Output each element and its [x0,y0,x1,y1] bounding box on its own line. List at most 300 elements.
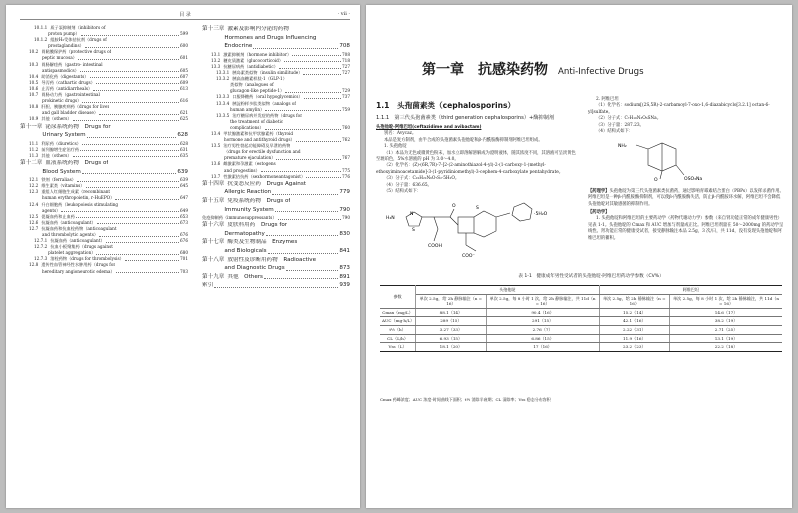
toc-entry-page: 762 [342,137,350,143]
toc-dot-leader [272,194,338,195]
toc-entry [202,26,350,34]
toc-entry-number: 12.2 [29,183,39,189]
toc-entry-number: 12.7.1 [34,238,48,244]
toc-entry-title: proton pump） [48,31,80,37]
table-caption: 表 1-1 健康成年男性受试者的头孢他啶-阿维巴坦药动学参数（CV%） [518,274,664,279]
value-cell: 291（15） [486,317,599,326]
toc-entry [202,222,350,230]
pharmacology-label: 【药理学】 [588,188,610,194]
toc-entry-title: premature ejaculation） [224,155,276,161]
toc-entry-title: 胃肠动力药（gastrointestinal [41,92,100,98]
toc-entry-page: 790 [342,215,350,221]
toc-dot-leader [77,181,179,182]
toc-entry-title: prostaglandins） [48,43,84,49]
toc-entry-number: 10.3 [29,61,39,67]
drug-paragraph: （2）化学名：(Z)-(6R,7R)-7-[2-(2-aminothiazol-4-yl)-2-(1-carboxy-1-)methyl-ethoxyiminoacetamide]-3-(1-pyridiniomethyl)-3-cephem-4-carboxylate pentahydrate。 [376,163,564,175]
group-header-avibactam: 阿维巴坦 [599,286,782,295]
avi-label-nh2: NH₂ [618,144,627,150]
value-cell: 23.2（23） [599,343,670,352]
toc-entry-title: 止泻药（antidiarrheals） [41,85,93,91]
header-title: 目 录 [179,12,191,18]
avibactam-paragraphs [588,97,784,135]
toc-entry-title: human amylin） [230,106,265,112]
toc-dot-leader [80,71,179,72]
toc-entry-title: 免疫系统药物 Drugs of [227,197,291,204]
col-header: 单次 2.5g，每 8 小时 1 次，给 2h 静脉输注，共 11d（n = 16） [670,294,782,308]
toc-entry-title: and gall bladder disease） [42,110,99,116]
toc-entry-page: 653 [180,213,188,219]
toc-entry [202,198,350,206]
toc-entry-page: 727 [342,63,350,69]
value-cell: 14.6（17） [670,308,782,317]
toc-dot-leader [90,77,180,78]
toc-entry-page: 676 [180,232,188,237]
toc-dot-leader [115,199,179,200]
value-cell: 13.1（19） [670,334,782,343]
toc-dot-leader [106,242,179,243]
toc-entry-title: 抗糖尿病药（antidiabetic） [223,63,278,69]
toc-entry-title: 酶类及生物制品 Enzymes [227,239,298,246]
toc-entry-page: 841 [339,248,350,254]
toc-entry [20,116,188,122]
toc-entry-title: 肝胆、胰腺疾病药（drugs for liver [41,104,110,110]
toc-entry-title: 溶栓药物（drugs for thrombolysis） [50,256,124,262]
chem-label-s: S [412,228,415,234]
toc-page [6,5,360,508]
toc-entry-number: 12.1 [29,177,39,183]
ceftazidime-structure [376,195,571,265]
toc-entry-title: 免疫抑制药（immunosuppressants） [202,215,277,221]
toc-entry-title: 甲状腺激素和抗甲状腺素药（thyroid [223,131,294,136]
toc-dot-leader [99,236,179,237]
toc-entry-page: 673 [180,219,188,225]
toc-entry-number: 13.3.4 [216,100,230,106]
toc-dot-leader [279,68,341,69]
page-header [20,10,350,20]
toc-entry-number: 12.4 [29,201,39,207]
toc-dot-leader [116,272,179,273]
toc-dot-leader [265,129,341,130]
toc-entry-number: 13.3.5 [216,112,230,118]
chem-label-cooh: COOH [428,244,442,250]
toc-entry-number: 第十三章 [202,26,225,32]
toc-entry-number: 10.6 [29,85,39,91]
toc-dot-leader [285,92,341,93]
toc-entry-number: 10.2 [29,49,39,55]
toc-entry-number: 12.3 [29,189,39,195]
toc-dot-leader [264,278,338,279]
value-cell: 2.76（7） [486,325,599,334]
toc-entry-title: Urinary System [20,132,86,139]
table-row [380,317,782,326]
toc-entry-page: 601 [180,55,188,61]
toc-dot-leader [96,83,179,84]
toc-entry-title: 其他（others） [41,116,72,122]
drug-paragraphs [376,131,576,195]
toc-entry [202,189,350,197]
toc-dot-leader [82,173,177,174]
toc-entry-number: 第十四章 [202,180,225,187]
toc-entry-page: 628 [177,132,188,139]
toc-entry-page: 680 [180,250,188,256]
toc-dot-leader [268,253,339,254]
toc-entry-title: 激素抑制剂（hormone inhibitor） [223,51,292,57]
toc-dot-leader [87,137,177,138]
pharmacology-text: 头孢他啶为第三代头孢菌素类抗菌药，通过影响青霉素结合蛋白（PBPs）以发挥杀菌作用。阿维巴坦是一种β-内酰胺酶抑制剂，可以使β-内酰胺酶失活，防止β-内酰胺环水解，阿维巴坦不会降低头孢他啶对其敏感菌的抑制作用。 [588,188,784,207]
toc-entry-number: 12.5 [29,213,39,219]
toc-entry-page: 625 [180,116,188,122]
toc-entry-title: 抗血小板聚集药（drugs against [50,244,113,250]
toc-entry-page: 727 [342,70,350,76]
toc-entry [20,153,188,159]
toc-dot-leader [286,270,339,271]
toc-entry-title: 前列腺增生症治疗药 [41,146,80,152]
toc-entry-page: 776 [342,173,350,179]
toc-dot-leader [304,98,341,99]
toc-entry-number: 第十九章 [202,273,225,280]
value-cell: 3.27（33） [416,325,487,334]
toc-entry-number: 13.3.2 [216,76,230,82]
value-cell: 42.1（16） [599,317,670,326]
toc-entry-title: 促凝血药和止血药 [41,213,75,219]
toc-entry-title: and thrombolytic agents） [42,232,99,237]
toc-entry-title: 性激素拮抗药（sexhormoneantagonist） [223,173,306,179]
chem-label-h2n: H₂N [386,216,395,222]
header-page-number: · vii · [337,11,350,17]
toc-entry-title: complications） [230,124,264,130]
avibactam-structure [588,135,778,183]
toc-entry-title: 其他 Others [227,273,263,280]
toc-dot-leader [82,144,179,145]
toc-entry-page: 737 [342,94,350,100]
toc-entry-title: 其他（others） [41,152,72,158]
toc-dot-leader [82,102,179,103]
drug-paragraph: （1）本品为无色或微黄色粉末，加水立即溶解溶解成为澄明液体，随其浓度不同，其溶液可呈淡黄色至琥珀色，5%水溶液的 pH 为 3.0～4.0。 [376,150,576,163]
avi-label-o: O [654,178,658,184]
toc-entry-title: and Diagnostic Drugs [202,265,285,272]
toc-dot-leader [306,177,341,178]
param-cell: t½（h） [380,325,416,334]
toc-dot-leader [73,120,179,121]
toc-entry-number: 第十七章 [202,239,225,246]
toc-entry-page: 759 [342,106,350,112]
toc-dot-leader [296,141,341,142]
toc-entry-title: and Biologicals [202,248,267,254]
param-cell: Vss（L） [380,343,416,352]
toc-dot-leader [86,187,180,188]
toc-entry-title: 治疗糖尿病并发症的药物（drugs for [232,112,303,118]
drug-paragraph: （4）分子量：636.65。 [384,182,432,188]
toc-entry-number: 10.8 [29,104,39,110]
table-row [380,325,782,334]
drug-paragraph: （3）分子式：C₂₂H₂₂N₆O₇S₂·5H₂O。 [384,176,460,182]
toc-entry-title: 胰淀粉样多肽类似物（analogs of [232,100,296,106]
toc-entry-title: antispasmodics） [42,67,79,73]
toc-entry-page: 607 [180,73,188,79]
toc-entry-title: Immunity System [202,206,274,213]
toc-entry-number: 10.9 [29,116,39,122]
toc-entry-title: 雌激素和孕激素（estogens [223,161,276,167]
toc-entry-number: 第十八章 [202,256,225,263]
chem-label-n: N [410,212,414,218]
toc-entry-number: 13.3.3 [216,94,230,100]
toc-entry-number: 10.5 [29,79,39,85]
toc-entry-title: the treatment of diabetic [230,118,284,124]
toc-entry-number: 第十六章 [202,222,225,229]
toc-entry [202,43,350,51]
drug-paragraph: （5）结构式如下： [384,189,422,195]
toc-entry-title: 重组人红细胞生成素（recombinant [41,189,111,195]
toc-entry-title: Hormones and Drugs Influencing [202,34,317,41]
toc-dot-leader [76,217,179,218]
toc-entry-number: 10.1.1 [34,25,48,30]
avibactam-paragraph: 2. 阿维巴坦 [596,97,619,102]
toc-entry-page: 779 [339,189,350,196]
toc-entry-page: 599 [180,31,188,37]
toc-entry-page: 703 [180,268,188,274]
toc-entry-page: 628 [180,140,188,146]
drug-paragraph: 别名：Avycaz。 [384,131,417,137]
value-cell: 6.86（15） [486,334,599,343]
toc-entry-title: 治疗男性勃起功能障碍及早泄的药物 [223,143,291,149]
toc-entry-page: 647 [180,195,188,201]
toc-entry-title: prokinetic drugs） [42,98,82,104]
value-cell: 88.1（14） [416,308,487,317]
value-cell: 90.4（16） [486,308,599,317]
toc-entry-page: 775 [342,167,350,173]
toc-entry-number: 13.6 [211,161,221,167]
toc-entry-page: 609 [180,79,188,85]
toc-dot-leader [93,90,179,91]
drug-paragraph: 1. 头孢他啶 [384,144,407,150]
toc-entry-number: 12.7.2 [34,244,48,250]
toc-dot-leader [292,55,341,56]
section-title: 1.1 头孢菌素类（cephalosporins） [376,101,516,110]
toc-entry-page: 600 [180,43,188,49]
toc-dot-leader [96,254,179,255]
toc-entry-page: 639 [180,177,188,183]
toc-entry-title: 铁剂（ferralias） [41,177,76,183]
value-cell: 22.2（18） [670,343,782,352]
toc-entry-title: 利尿药（diuretics） [41,140,81,146]
toc-entry-title: peptic mucosa） [42,55,77,61]
toc-entry-number: 10.1.2 [34,37,48,43]
toc-dot-leader [278,219,341,220]
toc-entry [202,215,350,221]
toc-entry-page: 790 [339,206,350,213]
toc-entry-title: 激素及影响内分泌的药物 [227,26,289,32]
toc-entry-page: 635 [180,152,188,158]
chem-label-hydrate: ·5H₂O [534,212,548,218]
toc-entry-number: 13.2 [211,57,221,63]
toc-entry-title: 抗凝血药和抗血栓药物（anticoagulant [41,225,117,231]
toc-entry [20,124,188,132]
toc-entry-title: agents） [42,207,61,213]
toc-entry [202,265,350,273]
col-header: 单次 2.5g，每 8 小时 1 次，给 2h 静脉输注，共 11d（n = 16） [486,294,599,308]
pk-label: 【药动学】 [588,210,610,216]
toc-entry [202,274,350,282]
value-cell: 6.93（15） [416,334,487,343]
toc-entry [202,248,350,256]
value-cell: 15.2（14） [599,308,670,317]
toc-entry-page: 708 [339,43,350,50]
avibactam-paragraph: （1）化学名：sodium[(2S,5R)-2-carbamoyl-7-oxo-1,6-diazabicyclo[3.2.1] octan-6-yl]sulfate。 [588,103,770,115]
toc-entry-number: 10.4 [29,73,39,79]
toc-entry-page: 621 [180,110,188,116]
toc-dot-leader [78,59,179,60]
pk-table [380,285,782,352]
toc-entry [202,35,350,43]
toc-entry-number: 13.1 [211,51,221,57]
toc-dot-leader [275,211,339,212]
toc-entry-title: 皮肤科用药 Drugs for [227,222,288,229]
toc-entry [202,181,350,189]
toc-dot-leader [265,110,341,111]
toc-dot-leader [266,235,338,236]
toc-entry-title: human erythropoietin, r-HuEPO） [42,195,115,201]
toc-entry-title: 升白细胞药（leukopoiesis stimulating [41,201,119,207]
toc-entry-title: hereditary angioneurotic edema） [42,268,115,274]
drug-name: 头孢他啶-阿维巴坦(ceftazidime and avibactam) [376,125,482,130]
toc-entry-page: 729 [342,88,350,94]
toc-dot-leader [253,48,338,49]
toc-entry [202,174,350,180]
param-cell: Cmax（mg/L） [380,308,416,317]
toc-entry-title: Allergic Reaction [202,189,272,196]
toc-entry-number: 11.3 [29,152,39,158]
content-column-left [376,99,576,269]
toc-entry-number: 12.7 [29,225,39,231]
toc-entry-page: 631 [180,146,188,152]
toc-entry-number: 第十一章 [20,123,43,130]
toc-entry-number: 第十五章 [202,197,225,204]
toc-entry-page: 708 [342,51,350,57]
subsection-title: 1.1.1 第三代头孢菌素类（third generation cephalosporins）+酶抑制剂 [376,115,555,121]
toc-column-right [202,25,350,291]
toc-entry-page: 676 [180,238,188,244]
toc-entry-number: 13.5 [211,143,221,149]
toc-dot-leader [261,171,341,172]
toc-entry-number: 11.2 [29,146,39,152]
avibactam-paragraph: （2）分子式：C₇H₁₀N₃O₆SNa。 [596,116,662,122]
param-cell: AUC（mg·h/L） [380,317,416,326]
toc-entry-number: 13.3 [211,63,221,69]
param-header: 参数 [380,286,416,309]
toc-entry-page: 605 [180,67,188,73]
toc-entry-title: 糖皮质激素（glucocorticoid） [223,57,284,63]
toc-dot-leader [61,211,179,212]
avibactam-paragraph: （3）分子量：287.23。 [596,122,644,128]
toc-entry [20,169,188,177]
toc-dot-leader [303,74,341,75]
toc-dot-leader [85,47,179,48]
toc-entry-title: hormone and antithyroid drugs） [224,137,295,143]
chem-label-coo: COO⁻ [462,254,475,260]
avibactam-paragraph: （4）结构式如下： [596,129,634,135]
col-header: 单次 2.5g，给 2h 静脉输注（n = 16） [599,294,670,308]
toc-entry-number: 12.7.3 [34,256,48,262]
table-row [380,308,782,317]
toc-entry-number: 13.3.1 [216,70,230,76]
toc-entry-title: 胰岛素类似物（insulin similitude） [232,70,303,76]
toc-entry-title: 泌尿系统药物 Drugs for [45,123,111,130]
chapter-page [366,5,792,508]
toc-dot-leader [99,114,179,115]
toc-entry-title: 组胺H₂受体拮抗剂（drugs of [50,37,107,43]
toc-entry [202,239,350,247]
chapter-title-en: Anti-Infective Drugs [558,67,644,77]
toc-entry-number: 第十二章 [20,159,43,166]
toc-entry-number: 11.1 [29,140,39,146]
toc-entry-title: 索引 [202,282,214,289]
toc-entry-page: 649 [180,207,188,213]
toc-entry-title: 遗传性血管神经性水肿用药（drugs for [41,262,116,268]
toc-entry [20,132,188,140]
toc-entry-title: and progestins） [224,167,260,173]
value-cell: 38.2（19） [670,317,782,326]
toc-entry-page: 891 [339,273,350,280]
value-cell: 11.9（16） [599,334,670,343]
toc-entry-title: 维生素类（vitamins） [41,183,85,189]
table-row [380,343,782,352]
pk-text: 1. 头孢他啶和阿维巴坦的主要药动学（药物代谢动力学）参数（来自肾功能正常的成年健康男性）见表 1-1。头孢他啶的 Cmax 和 AUC 增加与剂量成正比。阿维巴坦剂量在 50～2000mg 的药动学呈线性。肾功能正常的健康受试者，接受静脉输注本品 2.5g，3 次/日，共 11d，没有发现头孢他啶和阿维巴坦的蓄积。 [588,216,784,241]
toc-entry [202,257,350,265]
toc-entry-page: 760 [342,124,350,130]
toc-entry-page: 613 [180,85,188,91]
toc-entry-title: 类似物（analogues of [230,82,274,88]
chapter-title: 第一章 抗感染药物 [422,62,548,78]
toc-entry-page: 718 [342,57,350,63]
toc-entry-number: 12.6 [29,219,39,225]
toc-dot-leader [125,260,179,261]
toc-entry-title: 抗凝血药（anticoagulant） [50,238,105,244]
toc-dot-leader [80,150,179,151]
toc-dot-leader [214,287,338,288]
toc-entry-page: 639 [177,168,188,175]
chapter-heading [422,59,644,79]
toc-entry-title: 放射性及诊断用药物 Radioactive [227,256,317,263]
chem-label-o: O [452,204,456,210]
toc-entry-page: 701 [180,256,188,262]
group-header-ceftazidime: 头孢他啶 [416,286,599,295]
toc-entry-number: 12.8 [29,262,39,268]
toc-entry-title: 口服降糖药（oral hypoglycemics） [232,94,303,100]
toc-entry-title: 胃肠解痉药（gastro- intestinal [41,61,103,67]
toc-entry [202,231,350,239]
toc-entry-page: 645 [180,183,188,189]
toc-entry-title: Dermatopathy [202,230,265,237]
chem-label-s2: S [476,206,479,212]
table-row [380,334,782,343]
value-cell: 2.71（25） [670,325,782,334]
table-note: Cmax 药峰浓度；AUC 浓度-时间曲线下面积；t½ 消除半衰期；CL 清除率；Vss 稳态分布容积 [380,397,551,402]
toc-entry-number: 10.7 [29,92,39,98]
toc-entry-title: Endocrine [202,43,253,50]
toc-dot-leader [81,35,179,36]
value-cell: 17（16） [486,343,599,352]
toc-dot-leader [73,156,179,157]
toc-entry-title: 助消化药（digestants） [41,73,89,79]
toc-column-left [20,25,188,275]
value-cell: 2.22（31） [599,325,670,334]
toc-dot-leader [97,223,179,224]
value-cell: 289（15） [416,317,487,326]
toc-entry-title: Blood System [20,168,81,175]
toc-entry-page: 616 [180,98,188,104]
toc-entry-page: 830 [339,230,350,237]
toc-dot-leader [276,159,341,160]
